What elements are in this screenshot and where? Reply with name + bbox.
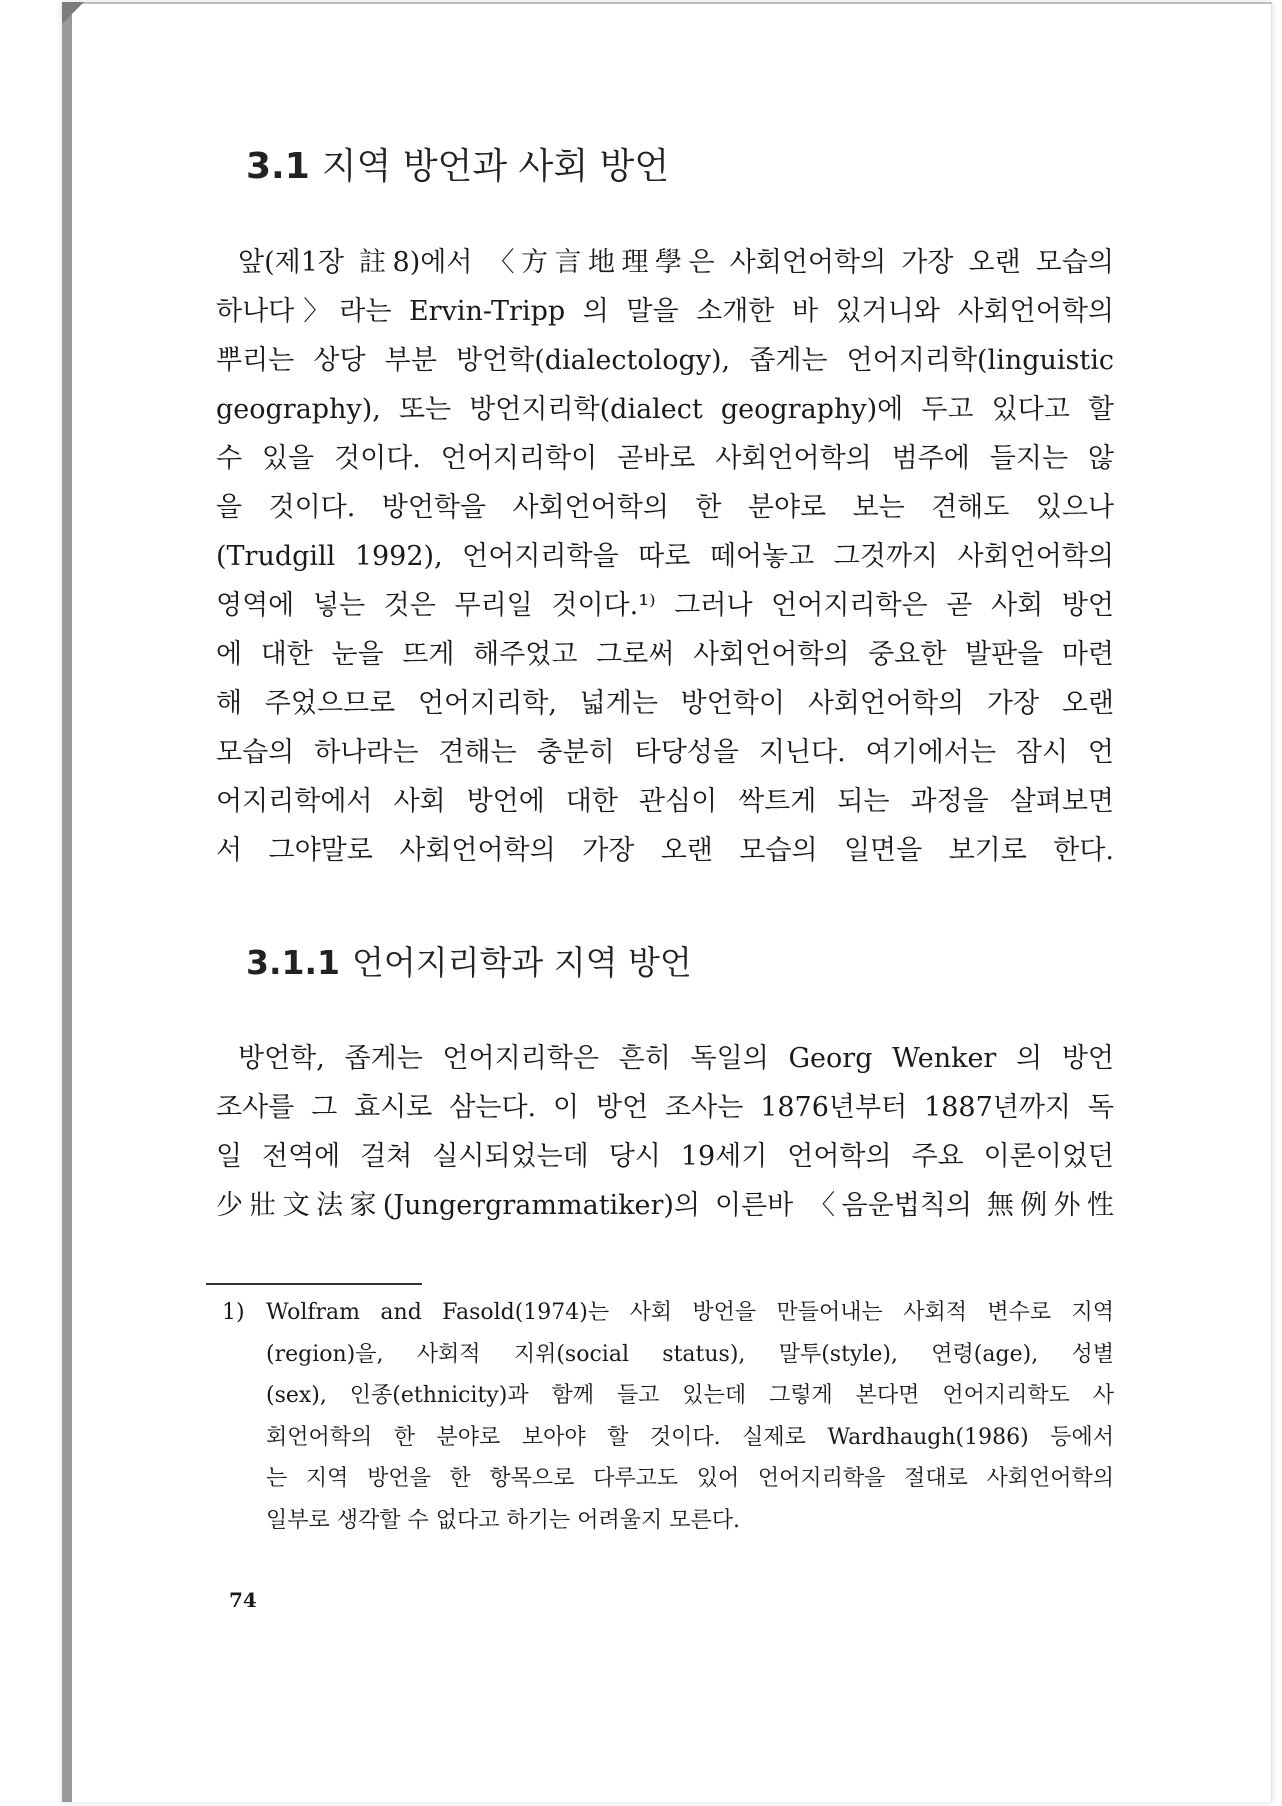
text-line: 방언학, 좁게는 언어지리학은 흔히 독일의 Georg Wenker 의 방언 [238,1043,1114,1074]
text-line: 조사를 그 효시로 삼는다. 이 방언 조사는 1876년부터 1887년까지 독 [216,1092,1114,1123]
paragraph-2 [216,1034,1114,1230]
subsection-heading [246,937,692,984]
text-line: 서 그야말로 사회언어학의 가장 오랜 모습의 일면을 보기로 한다. [216,835,1114,866]
section-heading [246,138,669,189]
section-title: 지역 방언과 사회 방언 [321,146,670,187]
text-line: geography), 또는 방언지리학(dialect geography)에 두고 있다고 할 [216,394,1114,425]
text-line: 모습의 하나라는 견해는 충분히 타당성을 지닌다. 여기에서는 잠시 언 [216,737,1114,768]
text-line: 에 대한 눈을 뜨게 해주었고 그로써 사회언어학의 중요한 발판을 마련 [216,639,1114,670]
text-line: 뿌리는 상당 부분 방언학(dialectology), 좁게는 언어지리학(linguistic [216,345,1114,376]
text-line: (Trudgill 1992), 언어지리학을 따로 떼어놓고 그것까지 사회언어학의 [216,541,1114,572]
footnote-number: 1) [222,1300,245,1325]
text-line: 앞(제1장 註8)에서 〈方言地理學은 사회언어학의 가장 오랜 모습의 [238,247,1114,278]
text-line: 수 있을 것이다. 언어지리학이 곧바로 사회언어학의 범주에 들지는 않 [216,443,1114,474]
footnote-text [266,1292,1114,1541]
subsection-number: 3.1.1 [246,943,340,982]
footnote-rule [206,1283,422,1285]
text-line: 하나다〉라는 Ervin-Tripp 의 말을 소개한 바 있거니와 사회언어학의 [216,296,1114,327]
footnote-line: Wolfram and Fasold(1974)는 사회 방언을 만들어내는 사회적 변수로 지역 [266,1300,1114,1325]
text-line: 영역에 넣는 것은 무리일 것이다.¹⁾ 그러나 언어지리학은 곧 사회 방언 [216,590,1114,621]
paragraph-1 [216,238,1114,875]
footnote-line: 는 지역 방언을 한 항목으로 다루고도 있어 언어지리학을 절대로 사회언어학의 [266,1466,1114,1491]
subsection-title: 언어지리학과 지역 방언 [351,943,692,982]
text-line: 을 것이다. 방언학을 사회언어학의 한 분야로 보는 견해도 있으나 [216,492,1114,523]
text-line: 해 주었으므로 언어지리학, 넓게는 방언학이 사회언어학의 가장 오랜 [216,688,1114,719]
page-number: 74 [229,1588,257,1612]
page-corner [62,2,84,24]
text-line: 일 전역에 걸쳐 실시되었는데 당시 19세기 언어학의 주요 이론이었던 [216,1141,1114,1172]
section-number: 3.1 [246,146,310,187]
footnote-line: (region)을, 사회적 지위(social status), 말투(style), 연령(age), 성별 [266,1341,1114,1367]
footnote-line: 회언어학의 한 분야로 보아야 할 것이다. 실제로 Wardhaugh(1986) 등에서 [266,1424,1114,1450]
footnote-line: (sex), 인종(ethnicity)과 함께 들고 있는데 그렇게 본다면 언어지리학도 사 [266,1383,1114,1408]
text-line: 어지리학에서 사회 방언에 대한 관심이 싹트게 되는 과정을 살펴보면 [216,786,1114,817]
footnote [222,1292,1114,1541]
footnote-line: 일부로 생각할 수 없다고 하기는 어려울지 모른다. [266,1507,740,1533]
text-line: 少壯文法家(Jungergrammatiker)의 이른바 〈음운법칙의 無例外性 [216,1190,1114,1221]
